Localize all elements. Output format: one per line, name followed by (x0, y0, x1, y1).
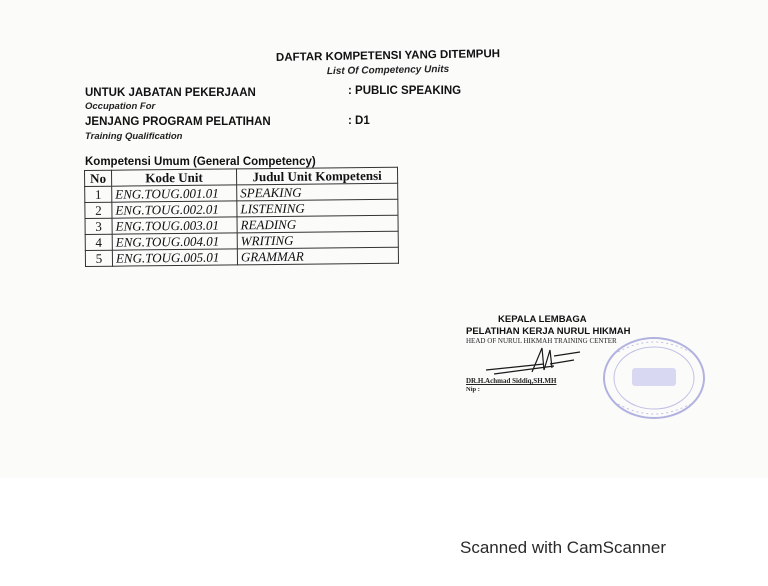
occupation-value: : PUBLIC SPEAKING (348, 85, 462, 97)
cell-no: 1 (85, 186, 112, 202)
cell-title: LISTENING (237, 199, 398, 217)
handwritten-signature-icon (484, 342, 584, 380)
document-subtitle: List Of Competency Units (326, 63, 450, 78)
column-header-kode: Kode Unit (112, 169, 237, 186)
signature-institution: PELATIHAN KERJA NURUL HIKMAH (466, 326, 631, 337)
cell-code: ENG.TOUG.001.01 (112, 185, 237, 202)
occupation-label-en: Occupation For (85, 101, 156, 112)
camscanner-watermark: Scanned with CamScanner (460, 538, 667, 557)
competency-table (84, 167, 399, 267)
cell-title: SPEAKING (237, 183, 398, 201)
cell-code: ENG.TOUG.004.01 (112, 233, 237, 250)
cell-no: 2 (85, 202, 112, 218)
cell-no: 5 (85, 250, 112, 266)
signature-institution-en: HEAD OF NURUL HIKMAH TRAINING CENTER (466, 337, 617, 345)
cell-code: ENG.TOUG.003.01 (112, 217, 237, 234)
section-title: Kompetensi Umum (General Competency) (85, 156, 316, 168)
cell-title: WRITING (237, 231, 398, 249)
document-title: DAFTAR KOMPETENSI YANG DITEMPUH (275, 48, 501, 64)
occupation-label: UNTUK JABATAN PEKERJAAN (85, 87, 256, 99)
qualification-label: JENJANG PROGRAM PELATIHAN (85, 116, 271, 128)
cell-no: 4 (85, 234, 112, 250)
column-header-no: No (85, 170, 112, 186)
qualification-value: : D1 (348, 115, 370, 127)
qualification-label-en: Training Qualification (85, 131, 183, 142)
column-header-judul: Judul Unit Kompetensi (236, 167, 397, 185)
cell-code: ENG.TOUG.002.01 (112, 201, 237, 218)
cell-title: GRAMMAR (237, 247, 398, 265)
table-row (85, 247, 398, 266)
signatory-name: DR.H.Achmad Siddiq,SH.MH (466, 377, 557, 385)
signature-title: KEPALA LEMBAGA (498, 314, 587, 325)
cell-code: ENG.TOUG.005.01 (112, 249, 237, 266)
official-stamp-icon (598, 332, 710, 424)
cell-no: 3 (85, 218, 112, 234)
cell-title: READING (237, 215, 398, 233)
signatory-nip: Nip : (466, 386, 480, 393)
